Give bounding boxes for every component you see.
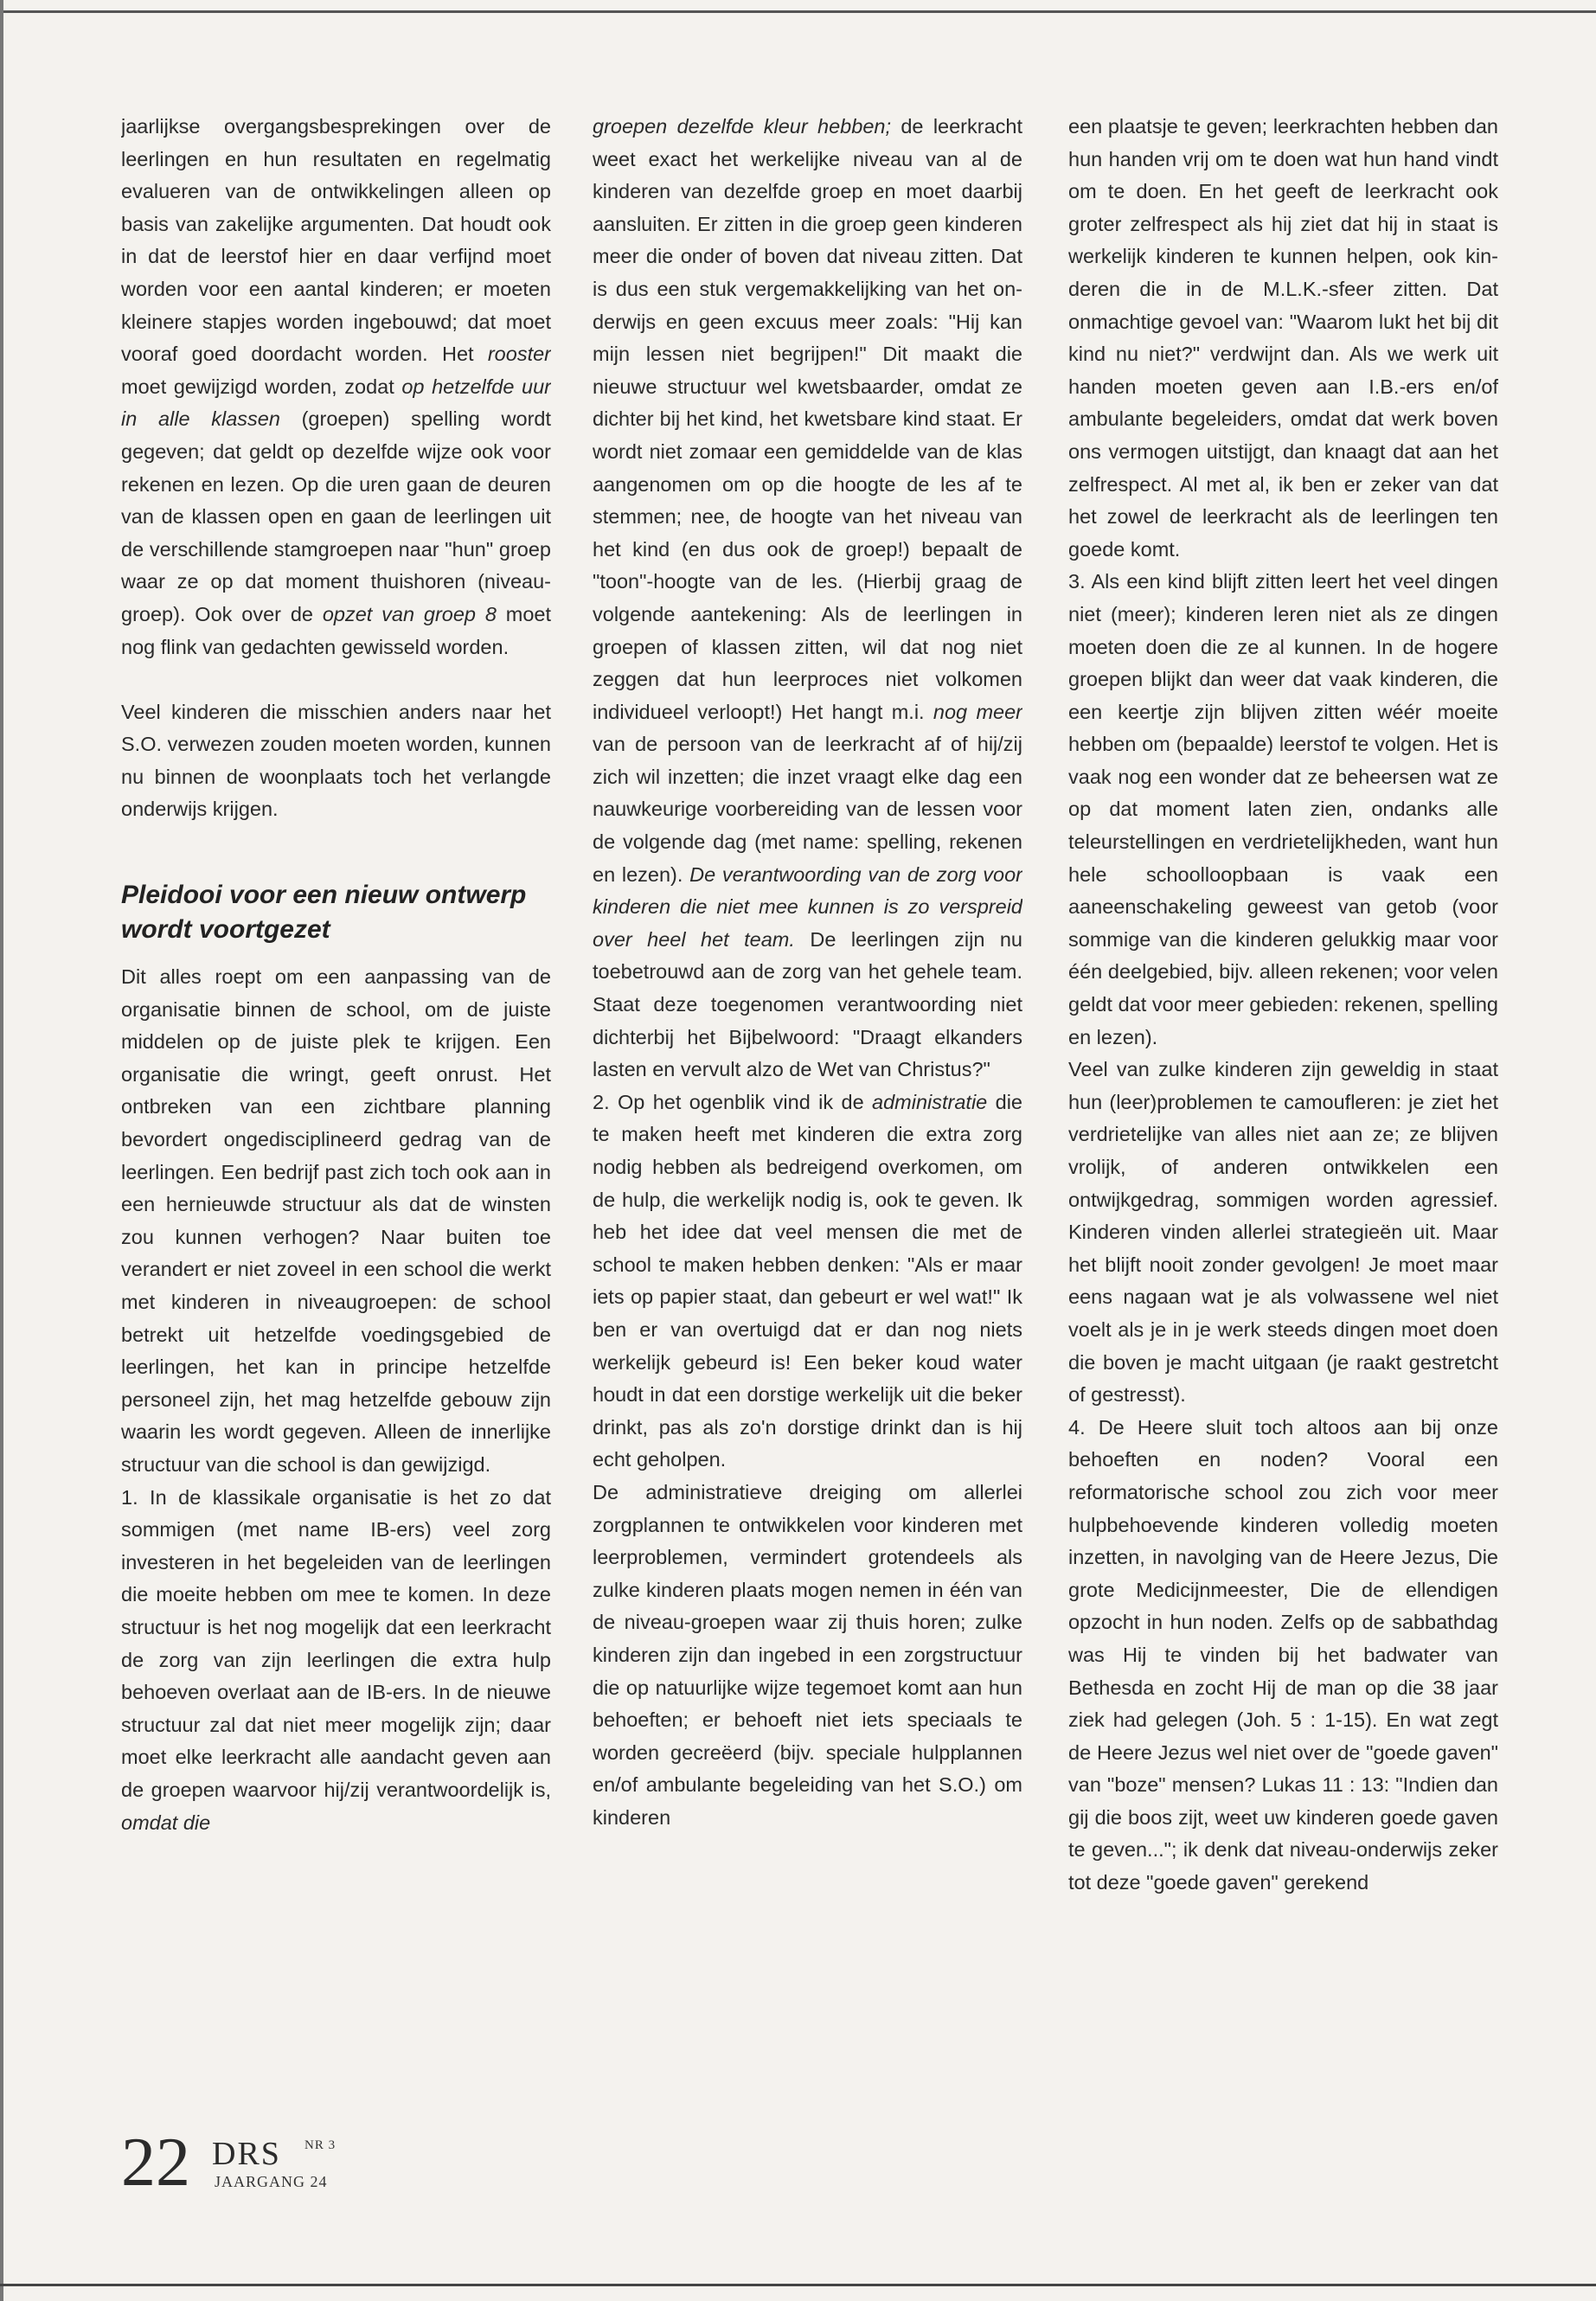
italic-text-run: nog meer (933, 700, 1022, 723)
text-run: een plaatsje te geven; leerkrachten hebben dan hun handen vrij om te doen wat hun hand vindt om te doen. En het geeft de leerkracht ook groter zelfrespect als hij ziet dat hij in staat is werkelijk kinderen te kunnen helpen, ook kinderen die in de M.L.K.-sfeer zitten. Dat onmachtige gevoel van: "Waarom lukt het bij dit kind nu niet?" verdwijnt dan. Als we werk uit handen moeten geven aan I.B.-ers en/of ambulante begeleiders, omdat dat werk boven ons vermogen uitstijgt, dan knaagt dat aan het zelfrespect. Al met al, ik ben er zeker van dat het zowel de leerkracht als de leerlingen ten goede komt. (1068, 115, 1498, 561)
text-run: De leerlingen zijn nu toebetrouwd aan de zorg van het gehele team. Staat deze toegenomen verantwoording niet dichterbij het Bijbelwoord: "Draagt elkanders lasten en vervult alzo de Wet van Christus?" (593, 927, 1022, 1081)
italic-text-run: omdat die (121, 1811, 211, 1834)
paragraph (593, 1477, 1022, 1835)
column-1 (121, 111, 551, 2187)
volume-label: JAARGANG 24 (215, 2173, 328, 2190)
top-rule (0, 10, 1596, 13)
text-run: Veel van zulke kinderen zijn geweldig in staat hun (leer)problemen te camoufleren: je ziet het verdrietelijke van alles niet aan ze; ze blijven vrolijk, of anderen ontwikkelen een ontwijkgedrag, sommigen worden agressief. Kinderen vinden allerlei strategieën uit. Maar het blijft nooit zonder gevolgen! Je moet maar eens nagaan wat je als volwassene wel niet voelt als je in je werk steeds dingen moet doen die boven je macht uitgaan (je raakt gestretcht of gestresst). (1068, 1058, 1498, 1407)
text-run: van de persoon van de leerkracht af of hij/zij zich wil inzetten; die inzet vraagt elke dag een nauwkeurige voorbereiding van de lessen voor de volgende dag (met name: spelling, rekenen en lezen). (593, 733, 1022, 886)
paragraph (121, 696, 551, 826)
paragraph (121, 1482, 551, 1840)
paragraph (121, 111, 551, 663)
issue-number: NR 3 (304, 2138, 337, 2152)
column-3 (1068, 111, 1498, 2187)
italic-text-run: rooster (487, 343, 551, 366)
italic-text-run: De verantwoording van de zorg voor kinderen die niet mee kunnen is zo verspreid over heel het team. (593, 862, 1022, 951)
italic-text-run: groepen dezelfde kleur hebben; (593, 115, 891, 138)
page-number: 22 (121, 2125, 190, 2201)
text-run: Veel kinderen die misschien anders naar het S.O. verwezen zouden moeten worden, kunnen nu binnen de woonplaats toch het verlangde onderwijs krijgen. (121, 700, 551, 821)
paragraph (593, 1086, 1022, 1477)
italic-text-run: administratie (872, 1090, 988, 1113)
left-edge-rule (0, 0, 3, 2301)
paragraph (593, 111, 1022, 1086)
paragraph (1068, 1412, 1498, 1900)
text-run: 3. Als een kind blijft zitten leert het veel dingen niet (meer); kinderen leren niet als ze dingen moeten doen die ze al kunnen. In de hogere groepen blijkt dan weer dat vaak kinderen, die een keertje zijn blijven zitten wéér moeite hebben om (bepaalde) leerstof te volgen. Het is vaak nog een wonder dat ze beheersen wat ze op dat moment laten zien, ondanks alle teleurstellingen en verdrietelijkheden, want hun hele schoolloopbaan is vaak een aaneenschakeling geweest van getob (voor sommige van die kinderen gelukkig maar voor één deelgebied, bijv. alleen rekenen; voor velen geldt dat voor meer gebieden: rekenen, spelling en lezen). (1068, 570, 1498, 1048)
text-run: 1. In de klassikale organisatie is het zo dat sommigen (met name IB-ers) veel zorg investeren in het begeleiden van de leerlingen die moeite hebben om mee te komen. In deze structuur is het nog mogelijk dat een leerkracht de zorg van zijn leerlingen die extra hulp behoeven overlaat aan de IB-ers. In de nieuwe structuur zal dat niet meer mogelijk zijn; daar moet elke leerkracht alle aandacht geven aan de groepen waarvoor hij/zij verantwoordelijk is, (121, 1485, 551, 1801)
text-run: 2. Op het ogenblik vind ik de (593, 1090, 873, 1113)
paragraph (1068, 111, 1498, 566)
text-run: (groepen) spelling wordt gegeven; dat geldt op dezelfde wijze ook voor rekenen en lezen. Op die uren gaan de deuren van de klassen open en gaan de leerlingen uit de verschillende stamgroepen naar "hun" groep waar ze op dat moment thuishoren (niveau-groep). Ook over de (121, 407, 551, 625)
italic-text-run: opzet van groep 8 (322, 602, 497, 625)
paragraph (1068, 1054, 1498, 1412)
text-run: De administratieve dreiging om allerlei zorgplannen te ontwikkelen voor kinderen met leerproblemen, vermindert grotendeels als zulke kinderen plaats mogen nemen in één van de niveau-groepen waar zij thuis horen; zulke kinderen zijn dan ingebed in een zorgstructuur die op natuurlijke wijze tegemoet komt aan hun behoeften; er behoeft niet iets speciaals te worden gecreëerd (bijv. speciale hulpplannen en/of ambulante begeleiding van het S.O.) om kinderen (593, 1480, 1022, 1829)
column-2 (593, 111, 1022, 2187)
text-run: moet gewijzigd worden, zodat (121, 375, 402, 398)
italic-text-run: op hetzelfde uur in alle klassen (121, 375, 551, 431)
text-run: moet nog flink van gedachten gewisseld worden. (121, 602, 551, 658)
paragraph (1068, 566, 1498, 1054)
text-run: 4. De Heere sluit toch altoos aan bij onze behoeften en noden? Vooral een reformatorische school zou zich voor meer hulpbehoevende kinderen volledig moeten inzetten, in navolging van de Heere Jezus, Die grote Medicijnmeester, Die de ellendigen opzocht in hun noden. Zelfs op de sabbathdag was Hij te vinden bij het badwater van Bethesda en zocht Hij de man op die 38 jaar ziek had gelegen (Joh. 5 : 1-15). En wat zegt de Heere Jezus wel niet over de "goede gaven" van "boze" mensen? Lukas 11 : 13: "Indien dan gij die boos zijt, weet uw kinderen goede gaven te geven..."; ik denk dat niveau-onderwijs zeker tot deze "goede gaven" gerekend (1068, 1415, 1498, 1894)
bottom-rule (0, 2284, 1596, 2286)
section-heading: Pleidooi voor een nieuw ontwerp wordt voortgezet (121, 881, 527, 945)
text-run: die te maken heeft met kinderen die extra zorg nodig hebben als bedreigend overkomen, om de hulp, die werkelijk nodig is, ook te geven. Ik heb het idee dat veel mensen die met de school te maken hebben denken: "Als er maar iets op papier staat, dan gebeurt er wel wat!" Ik ben er van overtuigd dat er dan nog niets werkelijk gebeurd is! Een beker koud water houdt in dat een dorstige werkelijk uit die beker drinkt, pas als zo'n dorstige drinkt dan is hij echt geholpen. (593, 1090, 1022, 1471)
text-run: Dit alles roept om een aanpassing van de organisatie binnen de school, om de juiste middelen op de juiste plek te krijgen. Een organisatie die wringt, geeft onrust. Het ontbreken van een zichtbare planning bevordert ongedisciplineerd gedrag van de leerlingen. Een bedrijf past zich toch ook aan in een hernieuwde structuur als dat de winsten zou kunnen verhogen? Naar buiten toe verandert er niet zoveel in een school die werkt met kinderen in niveaugroepen: de school betrekt uit hetzelfde voedingsgebied de leerlingen, het kan in principe hetzelfde personeel zijn, het mag hetzelfde gebouw zijn waarin les wordt gegeven. Alleen de innerlijke structuur van die school is dan gewijzigd. (121, 965, 551, 1476)
text-run: jaarlijkse overgangsbesprekingen over de leerlingen en hun resultaten en regelmatig evalueren van de ontwikkelingen alleen op basis van zakelijke argumenten. Dat houdt ook in dat de leerstof hier en daar verfijnd moet worden voor een aantal kinderen; er moeten kleinere stapjes worden ingebouwd; dat moet vooraf goed doordacht worden. Het (121, 115, 551, 366)
text-run: de leerkracht weet exact het werkelijke niveau van al de kinderen van dezelfde groep en moet daarbij aansluiten. Er zitten in die groep geen kinderen meer die onder of boven dat niveau zitten. Dat is dus een stuk vergemakkelijking van het onderwijs en geen excuus meer zoals: "Hij kan mijn lessen niet begrijpen!" Dit maakt die nieuwe structuur wel kwetsbaarder, omdat ze dichter bij het kind, het kwetsbare kind staat. Er wordt niet zomaar een gemiddelde van de klas aangenomen om op die hoogte de les af te stemmen; nee, de hoogte van het niveau van het kind (en dus ook de groep!) bepaalt de "toon"-hoogte van de les. (Hierbij graag de volgende aantekening: Als de leerlingen in groepen of klassen zitten, wil dat nog niet zeggen dat hun leerproces niet volkomen individueel verloopt!) Het hangt m.i. (593, 115, 1022, 723)
paragraph (121, 961, 551, 1482)
magazine-title: DRS (212, 2136, 281, 2172)
